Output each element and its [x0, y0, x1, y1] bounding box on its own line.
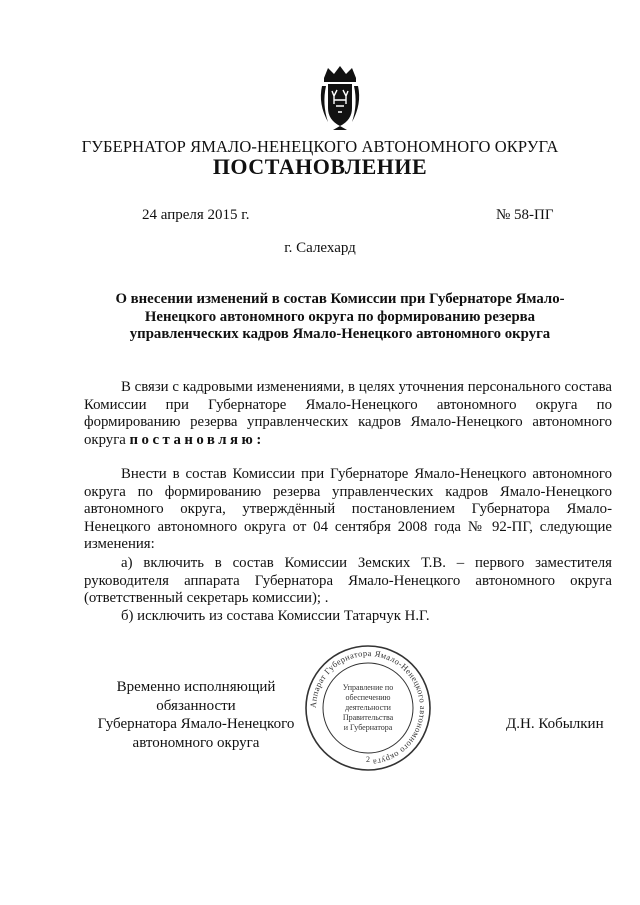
preamble-text: В связи с кадровыми изменениями, в целях уточнения персонального состава Комиссии при Губернаторе Ямало-Ненецкого автономного округа по формированию резерва управленческих кадров Ямало-Ненецкого автономного округа [84, 379, 612, 448]
seal-outer-text: Аппарат Губернатора Ямало-Ненецкого автономного округа [307, 647, 429, 768]
signatory-position-line: автономного округа [132, 734, 260, 751]
seal-inner-line: и Губернатора [343, 723, 393, 732]
item-a-paragraph: а) включить в состав Комиссии Земских Т.В. – первого заместителя руководителя аппарата Губернатора Ямало-Ненецкого автономного округа (ответственный секретарь комиссии); . [84, 555, 612, 606]
signatory-name: Д.Н. Кобылкин [506, 716, 604, 732]
preamble-paragraph [84, 379, 612, 449]
document-city: г. Салехард [284, 240, 356, 256]
coat-of-arms-icon [318, 64, 362, 132]
seal-inner-line: Управление по [342, 683, 394, 692]
signatory-position-line: Губернатора Ямало-Ненецкого [97, 716, 295, 732]
seal-inner-line: обеспечению [345, 693, 391, 702]
document-type-title: ПОСТАНОВЛЕНИЕ [212, 154, 428, 179]
official-seal-stamp [304, 644, 432, 772]
document-date: 24 апреля 2015 г. [142, 207, 250, 223]
seal-inner-line: деятельности [345, 703, 391, 712]
organization-title: ГУБЕРНАТОР ЯМАЛО-НЕНЕЦКОГО АВТОНОМНОГО ОКРУГА [81, 137, 559, 156]
seal-inner-line: Правительства [342, 713, 394, 722]
item-b-paragraph: б) исключить из состава Комиссии Татарчук Н.Г. [121, 608, 430, 624]
signatory-position [76, 678, 316, 752]
seal-number: 2 [366, 755, 370, 764]
signatory-position-line: Временно исполняющий обязанности [116, 679, 276, 714]
document-number: № 58-ПГ [496, 207, 554, 223]
main-clause-paragraph: Внести в состав Комиссии при Губернаторе Ямало-Ненецкого автономного округа по формированию резерва управленческих кадров Ямало-Ненецкого автономного округа, утверждённый постановлением Губернатора Ямало-Ненецкого автономного округа от 04 сентября 2008 года № 92-ПГ, следующие изменения: [84, 466, 612, 552]
document-heading: О внесении изменений в состав Комиссии при Губернаторе Ямало-Ненецкого автономного округа по формированию резерва управленческих кадров Ямало-Ненецкого автономного округа [115, 291, 565, 342]
decree-word: постановляю: [129, 431, 265, 448]
